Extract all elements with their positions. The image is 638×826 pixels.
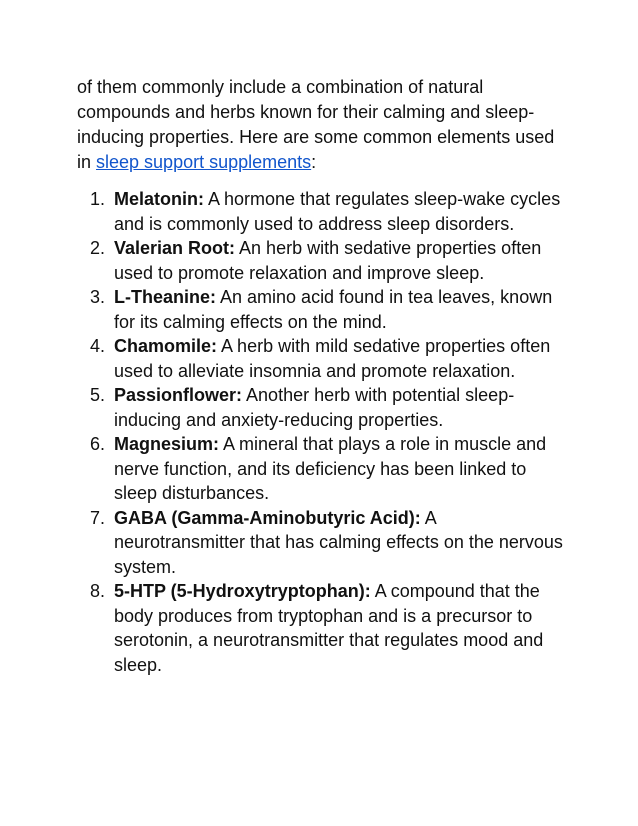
- list-number: 6.: [90, 434, 106, 454]
- item-term: 5-HTP (5-Hydroxytryptophan):: [114, 581, 371, 601]
- item-term: L-Theanine:: [114, 287, 216, 307]
- list-item: [77, 432, 568, 506]
- item-text: An herb with sedative properties often used to promote relaxation and improve sleep.: [114, 238, 542, 283]
- list-number: 3.: [90, 287, 106, 307]
- list-item: [77, 579, 568, 677]
- item-term: Valerian Root:: [114, 238, 236, 258]
- list-item: [77, 334, 568, 383]
- item-text: An amino acid found in tea leaves, known for its calming effects on the mind.: [114, 287, 553, 332]
- list-number: 5.: [90, 385, 106, 405]
- intro-colon: :: [311, 152, 317, 172]
- list-number: 8.: [90, 581, 106, 601]
- item-text: Another herb with potential sleep-inducing and anxiety-reducing properties.: [114, 385, 515, 430]
- item-text: A mineral that plays a role in muscle and nerve function, and its deficiency has been linked to sleep disturbances.: [114, 434, 547, 503]
- item-text: A herb with mild sedative properties often used to alleviate insomnia and promote relaxation.: [114, 336, 551, 381]
- item-text: A compound that the body produces from tryptophan and is a precursor to serotonin, a neurotransmitter that regulates mood and sleep.: [114, 581, 544, 675]
- item-term: Passionflower:: [114, 385, 243, 405]
- item-text: A hormone that regulates sleep-wake cycles and is commonly used to address sleep disorders.: [114, 189, 561, 234]
- list-item: [77, 506, 568, 580]
- item-term: Magnesium:: [114, 434, 220, 454]
- supplement-list: [77, 187, 568, 677]
- list-item: [77, 187, 568, 236]
- list-number: 1.: [90, 189, 106, 209]
- item-term: Chamomile:: [114, 336, 218, 356]
- list-item: [77, 383, 568, 432]
- list-item: [77, 236, 568, 285]
- intro-text: of them commonly include a combination of natural compounds and herbs known for their calming and sleep-inducing properties. Here are some common elements used in: [77, 77, 555, 172]
- item-term: Melatonin:: [114, 189, 204, 209]
- list-number: 4.: [90, 336, 106, 356]
- list-item: [77, 285, 568, 334]
- item-text: A neurotransmitter that has calming effects on the nervous system.: [114, 507, 563, 577]
- intro-paragraph: [77, 75, 557, 175]
- list-number: 2.: [90, 238, 106, 258]
- item-term: GABA (Gamma-Aminobutyric Acid):: [114, 507, 421, 528]
- list-number: 7.: [90, 507, 106, 528]
- sleep-support-supplements-link[interactable]: sleep support supplements: [96, 152, 312, 172]
